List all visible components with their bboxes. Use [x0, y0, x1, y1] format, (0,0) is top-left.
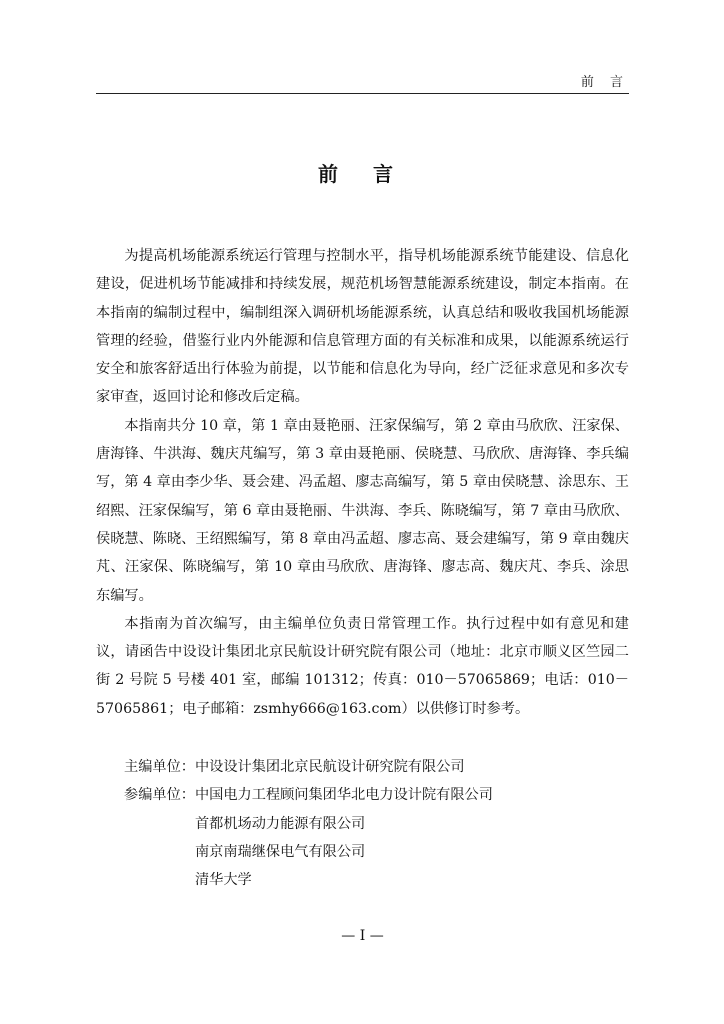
paragraph-purpose: 为提高机场能源系统运行管理与控制水平，指导机场能源系统节能建设、信息化建设，促进机场节能减排和持续发展，规范机场智慧能源系统建设，制定本指南。在本指南的编制过程中，编制组深入调研机场能源系统，认真总结和吸收我国机场能源管理的经验，借鉴行业内外能源和信息管理方面的有关标准和成果，以能源系统运行安全和旅客舒适出行体验为前提，以节能和信息化为导向，经广泛征求意见和多次专家审查，返回讨论和修改后定稿。 — [96, 248, 629, 406]
participant-unit-name: 中国电力工程顾问集团华北电力设计院有限公司 — [194, 787, 493, 804]
page-number: — I — — [341, 928, 384, 944]
participant-unit-label: 参编单位： — [124, 787, 195, 804]
participant-unit-name: 首都机场动力能源有限公司 — [194, 815, 366, 832]
participant-unit-row — [96, 781, 629, 894]
editor-unit-name: 中设设计集团北京民航设计研究院有限公司 — [194, 759, 465, 775]
editor-unit-label: 主编单位： — [124, 759, 195, 775]
paragraph-authors: 本指南共分 10 章，第 1 章由聂艳丽、汪家保编写，第 2 章由马欣欣、汪家保、唐海锋、牛洪海、魏庆芃编写，第 3 章由聂艳丽、侯晓慧、马欣欣、唐海锋、李兵编写，第 4 章由李少华、聂会建、冯孟超、廖志高编写，第 5 章由侯晓慧、涂思东、王绍熙、汪家保编写，第 6 章由聂艳丽、牛洪海、李兵、陈晓编写，第 7 章由马欣欣、侯晓慧、陈晓、王绍熙编写，第 8 章由冯孟超、廖志高、聂会建编写，第 9 章由魏庆芃、汪家保、陈晓编写，第 10 章由马欣欣、唐海锋、廖志高、魏庆芃、李兵、涂思东编写。 — [96, 417, 629, 604]
body-text — [96, 242, 629, 723]
participant-unit-name: 清华大学 — [194, 872, 252, 889]
page-title: 前 言 — [318, 162, 407, 186]
units-section — [96, 753, 629, 894]
editor-unit-row — [96, 753, 629, 781]
header-divider — [96, 93, 629, 94]
running-header-title: 前 言 — [580, 75, 629, 90]
participant-unit-name: 南京南瑞继保电气有限公司 — [194, 843, 366, 860]
paragraph-contact: 本指南为首次编写，由主编单位负责日常管理工作。执行过程中如有意见和建议，请函告中设设计集团北京民航设计研究院有限公司（地址：北京市顺义区竺园二街 2 号院 5 号楼 401 室，邮编 101312；传真：010－57065869；电话：010－57065861；电子邮箱：zsmhy666@163.com）以供修订时参考。 — [96, 615, 629, 717]
